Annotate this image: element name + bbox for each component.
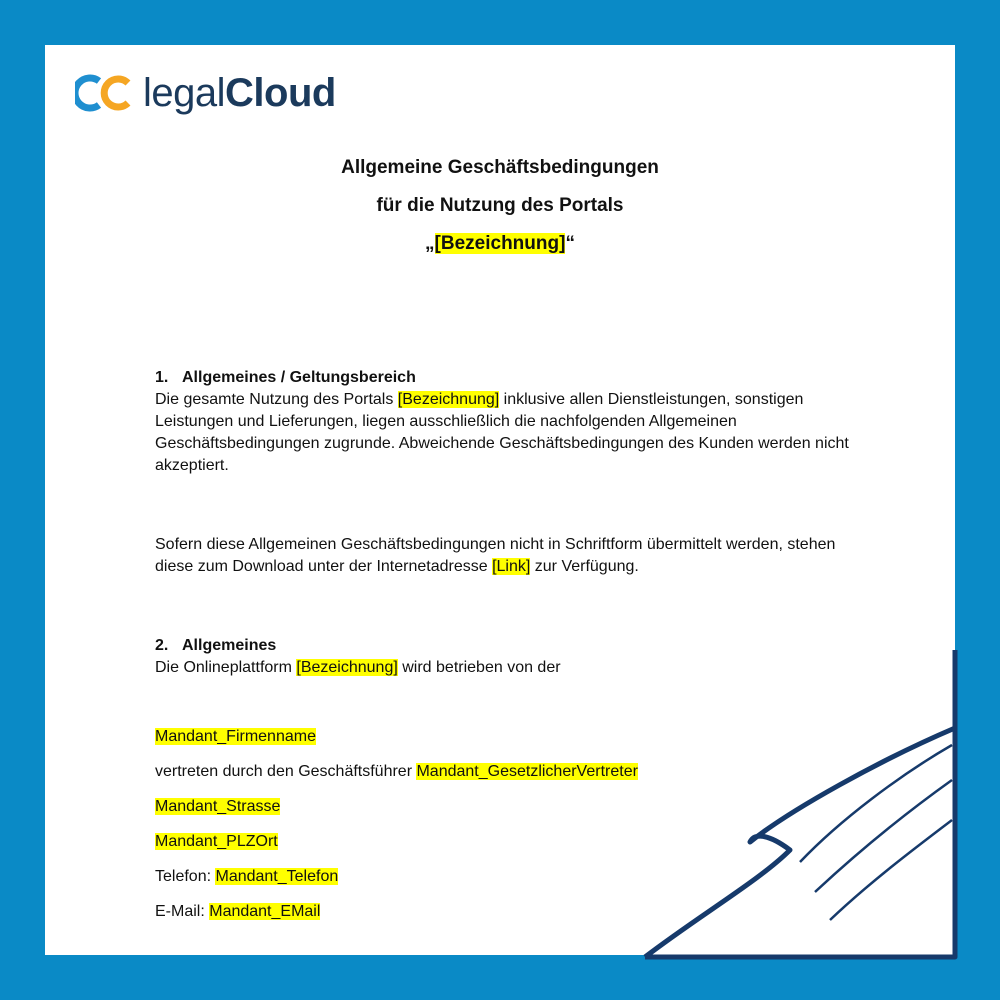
section-2-paragraph-1: [155, 657, 855, 679]
address-phone: [155, 866, 855, 901]
logo-word-bold: Cloud: [225, 71, 336, 115]
text-run: Die Onlineplattform: [155, 659, 297, 676]
logo-word-light: legal: [143, 71, 226, 115]
section-2-title: Allgemeines: [182, 637, 277, 654]
address-city: [155, 831, 855, 866]
text-run: zur Verfügung.: [530, 558, 639, 575]
placeholder-vertreter: Mandant_GesetzlicherVertreter: [416, 763, 638, 780]
legalcloud-logo: [75, 69, 336, 117]
title-line-3: [45, 225, 955, 263]
title-quote-close: “: [565, 233, 575, 254]
text-run: Sofern diese Allgemeinen Geschäftsbedingungen nicht in Schriftform übermittelt werden, stehen diese zum Download unter der Internetadresse: [155, 536, 836, 575]
text-run: Die gesamte Nutzung des Portals: [155, 391, 398, 408]
placeholder-plzort: Mandant_PLZOrt: [155, 833, 278, 850]
address-street: [155, 796, 855, 831]
placeholder-telefon: Mandant_Telefon: [215, 868, 339, 885]
placeholder-firmenname: Mandant_Firmenname: [155, 728, 316, 745]
document-page: [45, 45, 955, 955]
address-firm: [155, 726, 855, 761]
section-2-heading: [155, 635, 855, 657]
address-representative: [155, 761, 855, 796]
text-run: wird betrieben von der: [397, 659, 561, 676]
section-1-heading: [155, 367, 855, 389]
section-1-number: 1.: [155, 369, 169, 386]
document-body: [155, 367, 855, 936]
title-line-1: Allgemeine Geschäftsbedingungen: [341, 157, 659, 178]
text-run: Telefon:: [155, 868, 216, 885]
placeholder-email: Mandant_EMail: [209, 903, 321, 920]
logo-wordmark: [143, 69, 336, 117]
title-placeholder: [Bezeichnung]: [434, 233, 566, 254]
placeholder-bezeichnung: [Bezeichnung]: [296, 659, 398, 676]
section-1-paragraph-2: [155, 534, 855, 578]
section-1-paragraph-1: [155, 389, 855, 477]
text-run: inklusive allen Dienstleistungen, sonstigen Leistungen und Lieferungen, liegen ausschließlich die nachfolgenden Allgemeinen Geschäftsbedingungen zugrunde. Abweichende Geschäftsbedingungen des Kunden werden nicht akzeptiert.: [155, 391, 849, 474]
text-run: vertreten durch den Geschäftsführer: [155, 763, 417, 780]
address-email: [155, 901, 855, 936]
oc-logo-icon: [75, 73, 133, 113]
document-title: [45, 149, 955, 263]
section-1-title: Allgemeines / Geltungsbereich: [182, 369, 416, 386]
title-quote-open: „: [425, 233, 435, 254]
placeholder-strasse: Mandant_Strasse: [155, 798, 281, 815]
section-2-number: 2.: [155, 637, 169, 654]
title-line-2: für die Nutzung des Portals: [376, 195, 624, 216]
placeholder-bezeichnung: [Bezeichnung]: [397, 391, 500, 408]
text-run: E-Mail:: [155, 903, 210, 920]
placeholder-link: [Link]: [492, 558, 531, 575]
